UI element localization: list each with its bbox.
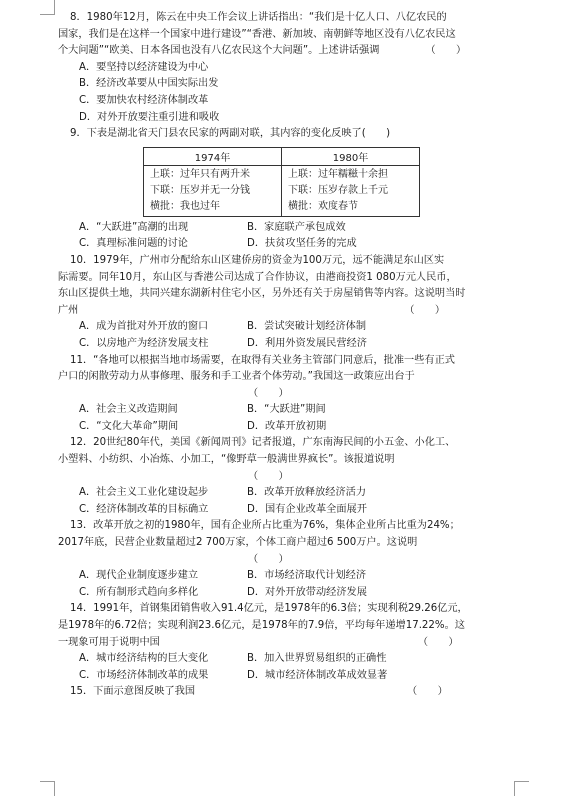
option-b: B．加入世界贸易组织的正确性 bbox=[247, 653, 387, 665]
question-text: 9．下表是湖北省天门县农民家的两副对联，其内容的变化反映了( ) bbox=[70, 128, 391, 140]
option-row bbox=[58, 568, 510, 585]
question-text: 14．1991年，首钢集团销售收入91.4亿元，是1978年的6.3倍；实现利税29.26亿元， bbox=[70, 603, 468, 615]
option-row bbox=[58, 668, 510, 685]
option-d: D．扶贫攻坚任务的完成 bbox=[247, 238, 357, 250]
question-9 bbox=[58, 126, 510, 253]
question-text: 2017年底，民营企业数量超过2 700万家，个体工商户超过6 500万户。这说明 bbox=[58, 537, 418, 549]
answer-bracket: （ ） bbox=[248, 470, 289, 482]
option-b: B．“大跃进”期间 bbox=[247, 404, 326, 416]
answer-bracket: （ ） bbox=[404, 304, 446, 316]
option-c: C．经济体制改革的目标确立 bbox=[79, 503, 209, 515]
option-b: B．市场经济取代计划经济 bbox=[247, 570, 367, 582]
question-text: 广州 （ ） bbox=[58, 304, 446, 316]
question-14 bbox=[58, 601, 510, 684]
crop-mark-bottom-right bbox=[514, 781, 529, 796]
question-11 bbox=[58, 353, 510, 436]
option-b: B．经济改革要从中国实际出发 bbox=[79, 78, 219, 90]
question-8 bbox=[58, 10, 510, 126]
couplet-line: 下联：压岁存款上千元 bbox=[288, 184, 388, 196]
option-a: A．现代企业制度逐步建立 bbox=[79, 570, 199, 582]
question-text: 13．改革开放之初的1980年，国有企业所占比重为76%，集体企业所占比重为24%； bbox=[70, 520, 460, 532]
answer-bracket: （ ） bbox=[425, 45, 467, 57]
question-text: 是1978年的6.72倍；实现利润23.6亿元，是1978年的7.9倍，平均每年递增17.22%。这 bbox=[58, 620, 465, 631]
option-c: C．以房地产为经济发展支柱 bbox=[79, 337, 209, 349]
option-a: A．社会主义工业化建设起步 bbox=[79, 487, 209, 499]
exam-page bbox=[58, 10, 510, 701]
option-a: A．要坚持以经济建设为中心 bbox=[79, 61, 209, 73]
option-row bbox=[58, 236, 510, 253]
couplet-line: 横批：欢度春节 bbox=[288, 200, 358, 212]
table-header: 1980年 bbox=[282, 147, 420, 165]
option-row bbox=[58, 220, 510, 237]
option-b: B．家庭联产承包成效 bbox=[247, 221, 346, 233]
answer-bracket: （ ） bbox=[248, 387, 289, 399]
question-text: 11．“各地可以根据当地市场需要，在取得有关业务主管部门同意后，批准一些有正式 bbox=[70, 354, 455, 366]
option-d: D．国有企业改革全面展开 bbox=[247, 503, 367, 515]
option-a: A．社会主义改造期间 bbox=[79, 404, 178, 416]
question-text: 国家，我们是在这样一个国家中进行建设”“香港、新加坡、南朝鲜等地区没有八亿农民这 bbox=[58, 28, 456, 40]
option-d: D．对外开放带动经济发展 bbox=[247, 586, 367, 598]
question-text: 个大问题”“欧美、日本各国也没有八亿农民这个大问题”。上述讲话强调 （ ） bbox=[58, 45, 467, 57]
option-row bbox=[58, 336, 510, 353]
couplet-table bbox=[143, 147, 420, 217]
option-d: D．利用外资发展民营经济 bbox=[247, 337, 367, 349]
table-header: 1974年 bbox=[144, 147, 282, 165]
question-10 bbox=[58, 253, 510, 353]
option-a: A．“大跃进”高潮的出现 bbox=[79, 221, 189, 233]
question-text: 东山区提供土地，共同兴建东湖新村住宅小区，另外还有关于房屋销售等内容。这说明当时 bbox=[58, 288, 466, 300]
answer-bracket: （ ） bbox=[417, 636, 459, 648]
option-d: D．对外开放要注重引进和吸收 bbox=[79, 111, 220, 123]
crop-mark-top-left bbox=[40, 0, 55, 15]
answer-bracket: （ ） bbox=[407, 686, 448, 698]
option-d: D．改革开放初期 bbox=[247, 420, 327, 432]
option-a: A．成为首批对外开放的窗口 bbox=[79, 321, 209, 333]
question-15 bbox=[58, 684, 510, 701]
option-c: C．所有制形式趋向多样化 bbox=[79, 586, 199, 598]
couplet-line: 上联：过年只有两升米 bbox=[150, 168, 250, 180]
question-text: 12．20世纪80年代，美国《新闻周刊》记者报道，广东南海民间的小五金、小化工、 bbox=[70, 437, 456, 449]
question-text: 15．下面示意图反映了我国 （ ） bbox=[70, 686, 448, 698]
option-a: A．城市经济结构的巨大变化 bbox=[79, 653, 209, 665]
couplet-1980 bbox=[282, 165, 420, 216]
question-text: 户口的闲散劳动力从事修理、服务和手工业者个体劳动。”我国这一政策应出台于 bbox=[58, 371, 415, 383]
question-12 bbox=[58, 435, 510, 518]
option-row bbox=[58, 651, 510, 668]
question-text: 一现象可用于说明中国 （ ） bbox=[58, 636, 459, 648]
question-13 bbox=[58, 518, 510, 601]
answer-bracket: （ ） bbox=[248, 553, 289, 565]
option-c: C．市场经济体制改革的成果 bbox=[79, 669, 209, 681]
option-b: B．改革开放释放经济活力 bbox=[247, 487, 367, 499]
option-row bbox=[58, 402, 510, 419]
option-row bbox=[58, 485, 510, 502]
couplet-1974 bbox=[144, 165, 282, 216]
question-text: 际需要。同年10月，东山区与香港公司达成了合作协议，由港商投资1 080万元人民币， bbox=[58, 271, 457, 283]
option-d: D．城市经济体制改革成效显著 bbox=[247, 669, 388, 681]
question-text: 10．1979年，广州市分配给东山区建侨房的资金为100万元，远不能满足东山区实 bbox=[70, 254, 445, 266]
option-b: B．尝试突破计划经济体制 bbox=[247, 321, 367, 333]
option-c: C．真理标准问题的讨论 bbox=[79, 238, 188, 250]
option-row bbox=[58, 502, 510, 519]
couplet-line: 上联：过年糯糍十余担 bbox=[288, 168, 388, 180]
option-row bbox=[58, 585, 510, 602]
option-row bbox=[58, 419, 510, 436]
crop-mark-bottom-left bbox=[40, 781, 55, 796]
option-c: C．要加快农村经济体制改革 bbox=[79, 94, 209, 106]
question-text: 8．1980年12月，陈云在中央工作会议上讲话指出：“我们是十亿人口、八亿农民的 bbox=[70, 12, 447, 23]
question-text: 小塑料、小纺织、小冶炼、小加工，“像野草一般满世界疯长”。该报道说明 bbox=[58, 454, 395, 466]
option-c: C．“文化大革命”期间 bbox=[79, 420, 179, 432]
couplet-line: 下联：压岁并无一分钱 bbox=[150, 184, 250, 196]
couplet-line: 横批：我也过年 bbox=[150, 200, 220, 212]
option-row bbox=[58, 319, 510, 336]
